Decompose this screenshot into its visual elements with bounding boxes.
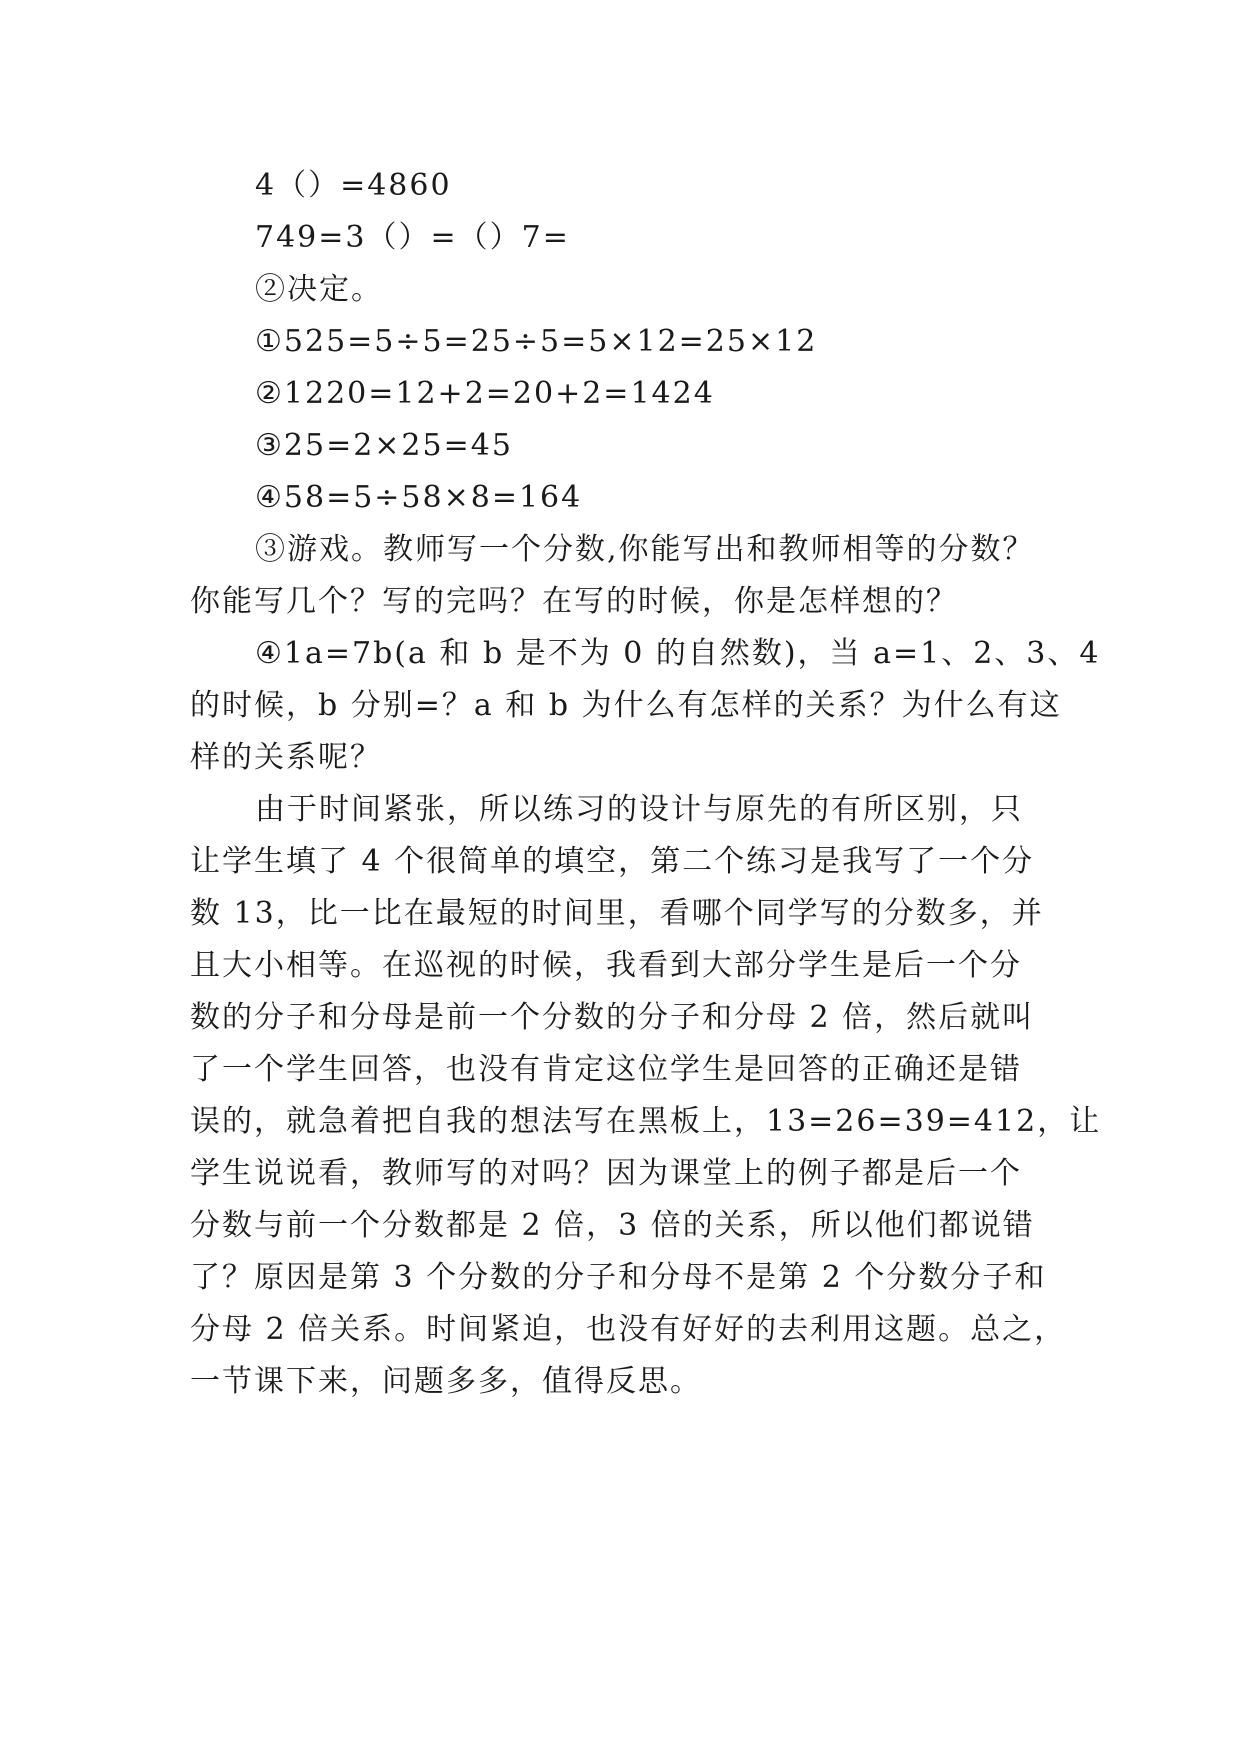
- text-line: 由于时间紧张，所以练习的设计与原先的有所区别，只: [255, 792, 1023, 827]
- text-line: 样的关系呢？: [190, 740, 382, 775]
- text-line: ③25=2×25=45: [255, 428, 513, 463]
- text-line: 4（）=4860: [255, 168, 452, 203]
- text-line: 让学生填了 4 个很简单的填空，第二个练习是我写了一个分: [190, 844, 1035, 879]
- text-line: ④1a=7b(a 和 b 是不为 0 的自然数)，当 a=1、2、3、4: [255, 636, 1101, 671]
- text-line: 误的，就急着把自我的想法写在黑板上，13=26=39=412，让: [190, 1104, 1102, 1139]
- text-line: 数 13，比一比在最短的时间里，看哪个同学写的分数多，并: [190, 896, 1044, 931]
- text-line: 学生说说看，教师写的对吗？因为课堂上的例子都是后一个: [190, 1156, 1022, 1191]
- text-line: ②1220=12+2=20+2=1424: [255, 376, 715, 411]
- text-line: ①525=5÷5=25÷5=5×12=25×12: [255, 324, 818, 359]
- text-line: ②决定。: [255, 272, 383, 307]
- text-line: 了？原因是第 3 个分数的分子和分母不是第 2 个分数分子和: [190, 1260, 1047, 1295]
- text-line: 了一个学生回答，也没有肯定这位学生是回答的正确还是错: [190, 1052, 1022, 1087]
- text-line: 且大小相等。在巡视的时候，我看到大部分学生是后一个分: [190, 948, 1022, 983]
- text-line: 分母 2 倍关系。时间紧迫，也没有好好的去利用这题。总之，: [190, 1312, 1067, 1347]
- text-line: 你能写几个？写的完吗？在写的时候，你是怎样想的？: [190, 584, 958, 619]
- text-line: 的时候，b 分别=？a 和 b 为什么有怎样的关系？为什么有这: [190, 688, 1062, 723]
- text-line: 数的分子和分母是前一个分数的分子和分母 2 倍，然后就叫: [190, 1000, 1035, 1035]
- text-line: ③游戏。教师写一个分数,你能写出和教师相等的分数？: [255, 532, 1035, 567]
- text-line: 一节课下来，问题多多，值得反思。: [190, 1364, 702, 1399]
- text-line: ④58=5÷58×8=164: [255, 480, 583, 515]
- text-line: 分数与前一个分数都是 2 倍，3 倍的关系，所以他们都说错: [190, 1208, 1035, 1243]
- text-line: 749=3（）=（）7=: [255, 220, 570, 255]
